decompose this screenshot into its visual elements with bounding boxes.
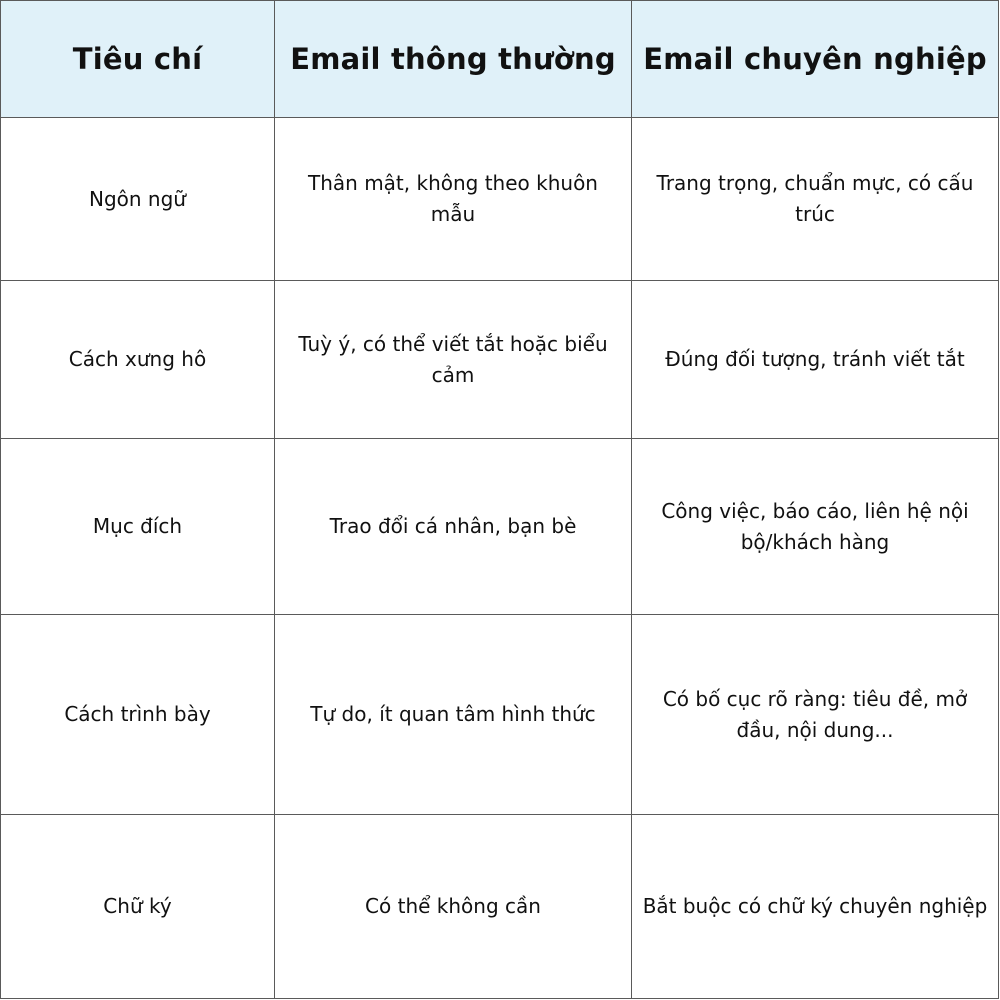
professional-email-cell: Đúng đối tượng, tránh viết tắt (632, 281, 999, 439)
table-row (1, 118, 999, 281)
table-row (1, 281, 999, 439)
header-casual-email: Email thông thường (275, 1, 632, 118)
casual-email-cell: Thân mật, không theo khuôn mẫu (275, 118, 632, 281)
criteria-cell: Cách xưng hô (1, 281, 275, 439)
casual-email-cell: Tự do, ít quan tâm hình thức (275, 615, 632, 815)
criteria-cell: Chữ ký (1, 815, 275, 999)
professional-email-cell: Có bố cục rõ ràng: tiêu đề, mở đầu, nội dung... (632, 615, 999, 815)
casual-email-cell: Có thể không cần (275, 815, 632, 999)
casual-email-cell: Trao đổi cá nhân, bạn bè (275, 439, 632, 615)
table-row (1, 815, 999, 999)
table-row (1, 439, 999, 615)
header-professional-email: Email chuyên nghiệp (632, 1, 999, 118)
table-header (1, 1, 999, 118)
casual-email-cell: Tuỳ ý, có thể viết tắt hoặc biểu cảm (275, 281, 632, 439)
professional-email-cell: Công việc, báo cáo, liên hệ nội bộ/khách hàng (632, 439, 999, 615)
criteria-cell: Ngôn ngữ (1, 118, 275, 281)
criteria-cell: Mục đích (1, 439, 275, 615)
table-body (1, 118, 999, 999)
professional-email-cell: Bắt buộc có chữ ký chuyên nghiệp (632, 815, 999, 999)
header-criteria: Tiêu chí (1, 1, 275, 118)
professional-email-cell: Trang trọng, chuẩn mực, có cấu trúc (632, 118, 999, 281)
header-row (1, 1, 999, 118)
criteria-cell: Cách trình bày (1, 615, 275, 815)
table-row (1, 615, 999, 815)
